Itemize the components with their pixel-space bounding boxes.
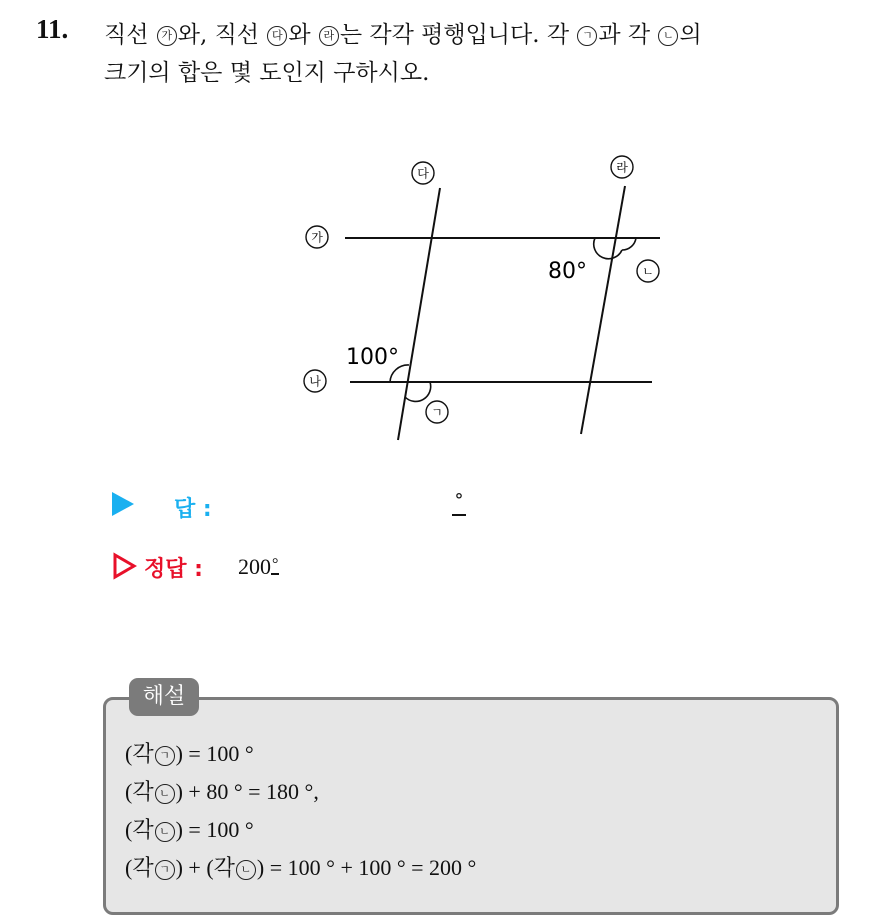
circle-label-gi: ㄱ <box>577 26 597 46</box>
hollow-triangle-icon <box>112 552 138 580</box>
play-triangle-icon <box>112 492 134 516</box>
solution-text: (각 <box>125 779 154 804</box>
parallel-lines-figure <box>290 150 690 450</box>
figure-label-na: 나 <box>309 374 321 389</box>
solution-text: ) = 100 ° <box>175 741 254 766</box>
circle-label-da: 다 <box>267 26 287 46</box>
question-text: 는 각각 평행입니다. 각 <box>339 22 570 48</box>
solution-text: (각 <box>125 741 154 766</box>
correct-answer-unit: ° <box>272 556 279 573</box>
solution-box <box>103 697 839 915</box>
solution-text: ) = 100 ° <box>175 817 254 842</box>
question-number: 11. <box>36 14 69 44</box>
angle-arc-ni <box>622 238 636 250</box>
figure-label-ra: 라 <box>616 160 628 175</box>
angle-value-80: 80° <box>548 259 587 284</box>
answer-label: 답 : <box>174 497 212 522</box>
circle-label-ni: ㄴ <box>236 860 256 880</box>
question-text: 과 각 <box>598 22 651 48</box>
figure-label-da: 다 <box>417 166 429 181</box>
solution-text: ) = 100 ° + 100 ° = 200 ° <box>256 855 477 880</box>
solution-text: ) + (각 <box>175 855 235 880</box>
correct-answer-number: 200 <box>238 554 271 579</box>
correct-answer-value <box>238 554 279 580</box>
angle-arc-80 <box>594 238 622 259</box>
question-text: , 직선 <box>199 22 260 48</box>
solution-text: (각 <box>125 817 154 842</box>
figure-label-gi: ㄱ <box>431 405 443 420</box>
question-text: 와 <box>288 22 311 48</box>
question-text-line-2: 크기의 합은 몇 도인지 구하시오. <box>104 60 430 86</box>
circle-label-gi: ㄱ <box>155 860 175 880</box>
solution-text: ) + 80 ° = 180 °, <box>175 779 319 804</box>
solution-line-3 <box>125 813 254 844</box>
question-text: 직선 <box>104 22 149 48</box>
solution-tag: 해설 <box>129 678 199 716</box>
question-text: 의 <box>679 22 702 48</box>
angle-value-100: 100° <box>346 345 399 370</box>
solution-text: (각 <box>125 855 154 880</box>
question-text-line-1 <box>104 16 702 49</box>
solution-line-2 <box>125 775 319 806</box>
correct-answer-label: 정답 : <box>144 557 203 582</box>
circle-label-ga: 가 <box>157 26 177 46</box>
question-text: 와 <box>177 22 200 48</box>
circle-label-ni: ㄴ <box>658 26 678 46</box>
figure-label-ni: ㄴ <box>642 264 654 279</box>
circle-label-ra: 라 <box>319 26 339 46</box>
solution-line-4 <box>125 851 476 882</box>
answer-blank-field[interactable]: ° <box>452 490 466 516</box>
circle-label-ni: ㄴ <box>155 784 175 804</box>
line-ra <box>581 186 625 434</box>
angle-arc-gi <box>405 382 431 401</box>
circle-label-ni: ㄴ <box>155 822 175 842</box>
circle-label-gi: ㄱ <box>155 746 175 766</box>
figure-label-ga: 가 <box>311 230 323 245</box>
solution-line-1 <box>125 737 254 768</box>
